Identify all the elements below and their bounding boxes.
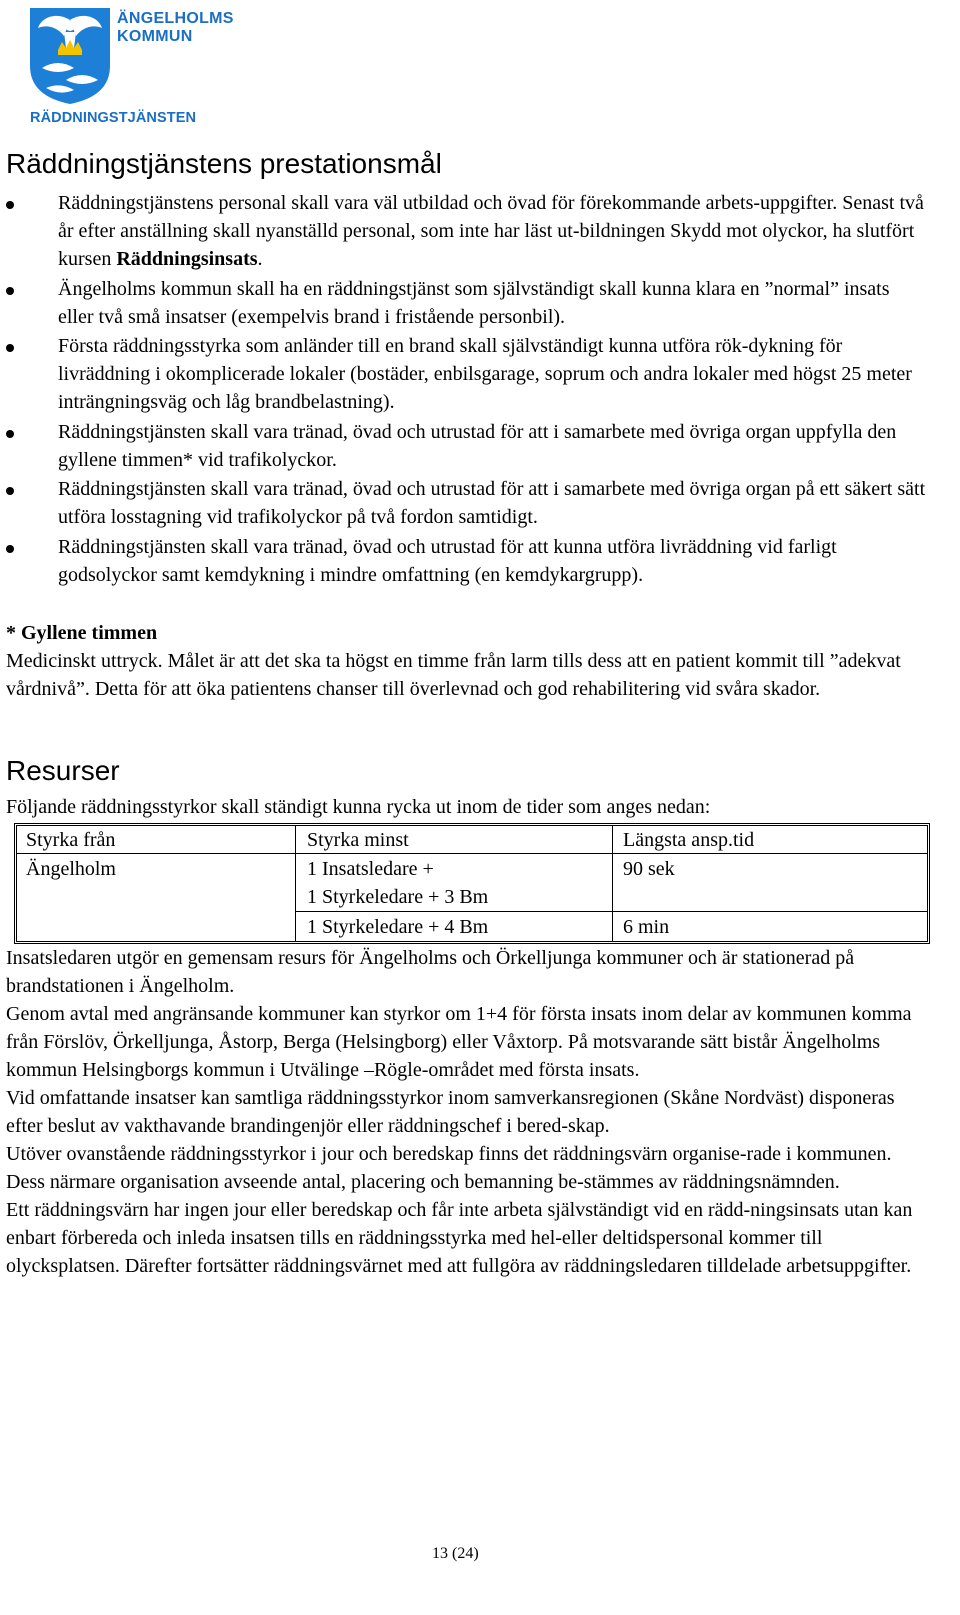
bullet-icon (6, 287, 14, 295)
bullet-icon (6, 201, 14, 209)
paragraph: Ett räddningsvärn har ingen jour eller beredskap och får inte arbeta självständigt vid en rädd-ningsinsats utan kan enbart förbereda och inleda insatsen tills en räddningsstyrka med hel-eller deltidspersonal kommer till olycksplatsen. Därefter fortsätter räddningsvärnet med att fullgöra av räddningsledaren tilldelade arbetsuppgifter. (6, 1199, 913, 1277)
org-name-line1: ÄNGELHOLMS (117, 10, 234, 27)
table-cell-response-time: 90 sek (623, 858, 675, 880)
section-heading-resources: Resurser (6, 755, 120, 786)
goals-list (0, 189, 930, 590)
resources-body (6, 944, 926, 1280)
bullet-icon (6, 487, 14, 495)
table-header-min-force: Styrka minst (307, 829, 409, 851)
resources-intro: Följande räddningsstyrkor skall ständigt kunna rycka ut inom de tider som anges nedan: (6, 796, 711, 818)
table-row-divider (295, 911, 927, 912)
table-cell-min-force: 1 Styrkeledare + 4 Bm (307, 916, 489, 938)
department-name: RÄDDNINGSTJÄNSTEN (30, 110, 197, 126)
list-item: Räddningstjänsten skall vara tränad, övad och utrustad för att i samarbete med övriga organ uppfylla den gyllene timmen* vid trafikolyckor. (0, 418, 930, 474)
table-cell-min-force: 1 Styrkeledare + 3 Bm (307, 886, 489, 908)
list-item: Räddningstjänsten skall vara tränad, övad och utrustad för att i samarbete med övriga organ på ett säkert sätt utföra losstagning vid trafikolyckor på två fordon samtidigt. (0, 475, 930, 531)
bullet-icon (6, 545, 14, 553)
table-cell-origin: Ängelholm (26, 858, 116, 880)
footnote-text: Medicinskt uttryck. Målet är att det ska ta högst en timme från larm tills dess att en patient kommit till ”adekvat vårdnivå”. Detta för att öka patientens chanser till överlevnad och god rehabilitering vid svåra skador. (6, 650, 901, 700)
bullet-icon (6, 344, 14, 352)
table-cell-response-time: 6 min (623, 916, 670, 938)
list-item: Ängelholms kommun skall ha en räddningstjänst som självständigt skall kunna klara en ”normal” insats eller två små insatser (exempelvis brand i fristående personbil). (0, 275, 930, 331)
page-number: 13 (24) (432, 1545, 479, 1562)
paragraph: Insatsledaren utgör en gemensam resurs för Ängelholms och Örkelljunga kommuner och är stationerad på brandstationen i Ängelholm. (6, 947, 855, 997)
section-heading-performance-goals: Räddningstjänstens prestationsmål (6, 148, 442, 179)
footnote-golden-hour (6, 619, 926, 703)
footnote-title: * Gyllene timmen (6, 622, 158, 644)
municipality-logo (28, 6, 238, 128)
paragraph: Genom avtal med angränsande kommuner kan styrkor om 1+4 för första insats inom delar av kommunen komma från Förslöv, Örkelljunga, Åstorp, Berga (Helsingborg) eller Våxtorp. På motsvarande sätt bistår Ängelholms kommun Helsingborgs kommun i Utvälinge –Rögle-området med första insats. (6, 1003, 912, 1081)
bullet-icon (6, 430, 14, 438)
list-item: Räddningstjänstens personal skall vara väl utbildad och övad för förekommande arbets-uppgifter. Senast två år efter anställning skall nyanställd personal, som inte har läst ut-bildningen Skydd mot olyckor, ha slutfört kursen Räddningsinsats. (0, 189, 930, 273)
coat-of-arms-icon (28, 6, 112, 106)
table-header-origin: Styrka från (26, 829, 116, 851)
list-item: Första räddningsstyrka som anländer till en brand skall självständigt kunna utföra rök-dykning för livräddning i okomplicerade lokaler (bostäder, enbilsgarage, soprum och andra lokaler med högst 25 meter inträngningsväg och låg brandbelastning). (0, 332, 930, 416)
table-cell-min-force: 1 Insatsledare + (307, 858, 434, 880)
table-column-divider (612, 826, 613, 941)
response-time-table (14, 823, 930, 944)
table-header-response-time: Längsta ansp.tid (623, 829, 755, 851)
org-name-line2: KOMMUN (117, 28, 193, 45)
course-name: Räddningsinsats (116, 248, 258, 270)
table-row-divider (17, 853, 927, 854)
paragraph: Vid omfattande insatser kan samtliga räddningsstyrkor inom samverkansregionen (Skåne Nordväst) disponeras efter beslut av vakthavande brandingenjör eller räddningschef i bered-skap. (6, 1087, 895, 1137)
paragraph: Utöver ovanstående räddningsstyrkor i jour och beredskap finns det räddningsvärn organise-rade i kommunen. Dess närmare organisation avseende antal, placering och bemanning be-stämmes av räddningsnämnden. (6, 1143, 892, 1193)
list-item: Räddningstjänsten skall vara tränad, övad och utrustad för att kunna utföra livräddning vid farligt godsolyckor samt kemdykning i mindre omfattning (en kemdykargrupp). (0, 533, 930, 589)
table-column-divider (295, 826, 296, 941)
